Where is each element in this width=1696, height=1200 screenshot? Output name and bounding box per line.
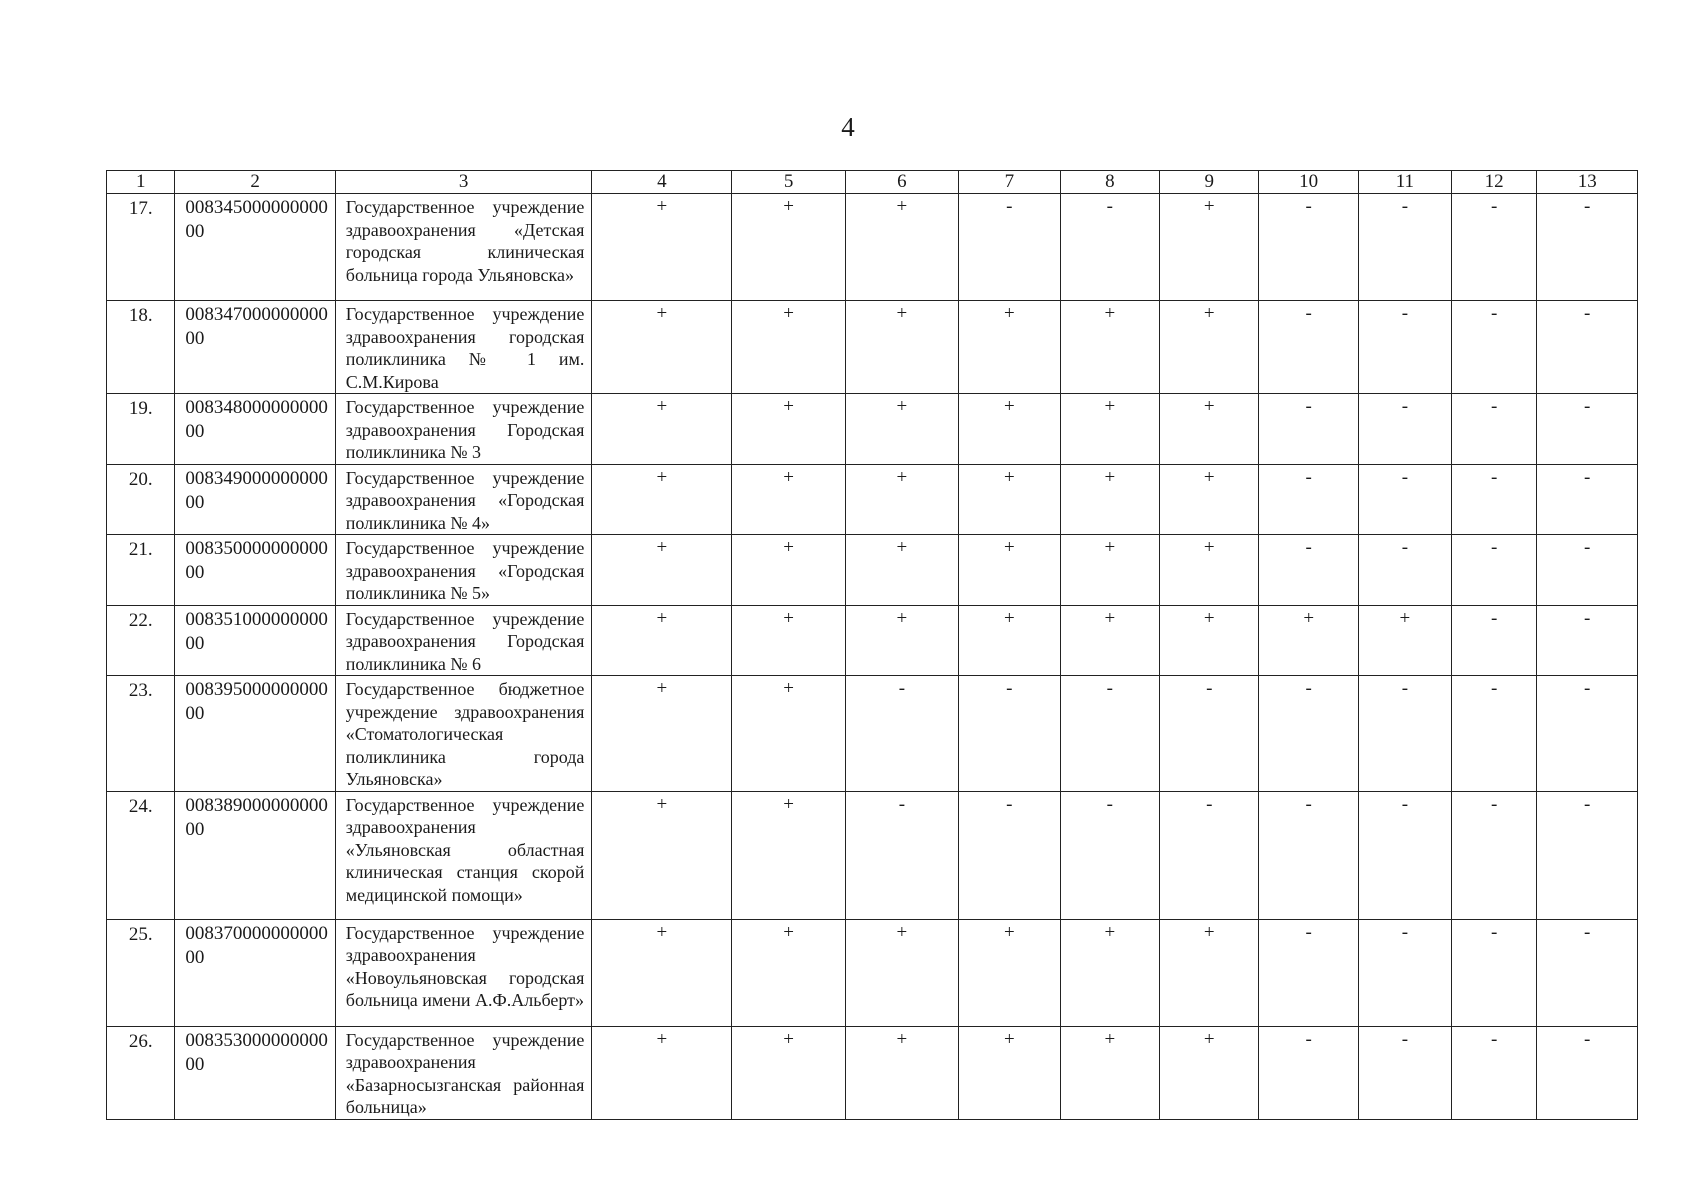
organization-name: Государственное учреждение здравоохранения «Ульяновская областная клиническая станция скорой медицинской помощи»	[335, 791, 592, 919]
column-header-9: 9	[1160, 171, 1259, 194]
mark-col-5: +	[732, 676, 845, 792]
mark-col-7: -	[959, 791, 1061, 919]
mark-col-10: -	[1259, 194, 1358, 301]
mark-col-12: -	[1451, 1026, 1537, 1119]
mark-col-12: -	[1451, 919, 1537, 1026]
row-number: 26.	[107, 1026, 175, 1119]
organization-code: 00837000000000000	[175, 919, 335, 1026]
mark-col-13: -	[1537, 464, 1638, 535]
mark-col-8: +	[1060, 605, 1159, 676]
mark-col-10: -	[1259, 919, 1358, 1026]
mark-col-4: +	[592, 301, 732, 394]
organization-name: Государственное учреждение здравоохранения Городская поликлиника № 6	[335, 605, 592, 676]
mark-col-6: +	[845, 535, 958, 606]
column-header-2: 2	[175, 171, 335, 194]
mark-col-11: -	[1358, 676, 1451, 792]
row-number: 17.	[107, 194, 175, 301]
header-row	[107, 171, 1638, 194]
mark-col-10: -	[1259, 535, 1358, 606]
mark-col-5: +	[732, 605, 845, 676]
organization-name: Государственное учреждение здравоохранения «Новоульяновская городская больница имени А.Ф.Альберт»	[335, 919, 592, 1026]
mark-col-5: +	[732, 464, 845, 535]
mark-col-4: +	[592, 605, 732, 676]
mark-col-13: -	[1537, 791, 1638, 919]
table-row	[107, 676, 1638, 792]
mark-col-8: +	[1060, 464, 1159, 535]
mark-col-8: -	[1060, 676, 1159, 792]
table-row	[107, 194, 1638, 301]
mark-col-4: +	[592, 1026, 732, 1119]
column-header-11: 11	[1358, 171, 1451, 194]
mark-col-10: -	[1259, 464, 1358, 535]
row-number: 20.	[107, 464, 175, 535]
table-row	[107, 464, 1638, 535]
mark-col-8: +	[1060, 301, 1159, 394]
mark-col-5: +	[732, 194, 845, 301]
row-number: 21.	[107, 535, 175, 606]
mark-col-11: -	[1358, 791, 1451, 919]
table-row	[107, 301, 1638, 394]
table-row	[107, 1026, 1638, 1119]
mark-col-5: +	[732, 1026, 845, 1119]
registry-table	[106, 170, 1638, 1120]
mark-col-12: -	[1451, 791, 1537, 919]
mark-col-11: -	[1358, 301, 1451, 394]
organization-name: Государственное учреждение здравоохранения «Базарносызганская районная больница»	[335, 1026, 592, 1119]
row-number: 19.	[107, 394, 175, 465]
mark-col-11: -	[1358, 464, 1451, 535]
mark-col-4: +	[592, 464, 732, 535]
organization-code: 00838900000000000	[175, 791, 335, 919]
mark-col-7: +	[959, 1026, 1061, 1119]
mark-col-12: -	[1451, 394, 1537, 465]
mark-col-6: +	[845, 301, 958, 394]
organization-name: Государственное учреждение здравоохранения городская поликлиника № 1 им. С.М.Кирова	[335, 301, 592, 394]
row-number: 23.	[107, 676, 175, 792]
mark-col-11: -	[1358, 919, 1451, 1026]
row-number: 24.	[107, 791, 175, 919]
organization-code: 00834700000000000	[175, 301, 335, 394]
mark-col-10: -	[1259, 791, 1358, 919]
organization-name: Государственное учреждение здравоохранения «Городская поликлиника № 4»	[335, 464, 592, 535]
mark-col-7: +	[959, 464, 1061, 535]
mark-col-6: +	[845, 1026, 958, 1119]
table-body	[107, 194, 1638, 1120]
mark-col-13: -	[1537, 194, 1638, 301]
organization-code: 00839500000000000	[175, 676, 335, 792]
mark-col-8: +	[1060, 535, 1159, 606]
column-header-4: 4	[592, 171, 732, 194]
mark-col-8: +	[1060, 919, 1159, 1026]
mark-col-7: +	[959, 919, 1061, 1026]
mark-col-5: +	[732, 919, 845, 1026]
mark-col-5: +	[732, 301, 845, 394]
mark-col-4: +	[592, 676, 732, 792]
mark-col-9: +	[1160, 464, 1259, 535]
organization-code: 00835100000000000	[175, 605, 335, 676]
mark-col-6: -	[845, 791, 958, 919]
table-row	[107, 791, 1638, 919]
mark-col-10: -	[1259, 676, 1358, 792]
organization-name: Государственное учреждение здравоохранения «Городская поликлиника № 5»	[335, 535, 592, 606]
mark-col-4: +	[592, 535, 732, 606]
mark-col-7: -	[959, 676, 1061, 792]
mark-col-12: -	[1451, 535, 1537, 606]
organization-name: Государственное бюджетное учреждение здравоохранения «Стоматологическая поликлиника города Ульяновска»	[335, 676, 592, 792]
mark-col-13: -	[1537, 394, 1638, 465]
mark-col-12: -	[1451, 301, 1537, 394]
mark-col-4: +	[592, 919, 732, 1026]
mark-col-12: -	[1451, 676, 1537, 792]
mark-col-8: +	[1060, 1026, 1159, 1119]
row-number: 25.	[107, 919, 175, 1026]
mark-col-11: -	[1358, 194, 1451, 301]
mark-col-7: -	[959, 194, 1061, 301]
mark-col-9: +	[1160, 605, 1259, 676]
row-number: 18.	[107, 301, 175, 394]
mark-col-12: -	[1451, 464, 1537, 535]
mark-col-8: +	[1060, 394, 1159, 465]
organization-code: 00835300000000000	[175, 1026, 335, 1119]
mark-col-8: -	[1060, 194, 1159, 301]
mark-col-9: +	[1160, 1026, 1259, 1119]
mark-col-13: -	[1537, 919, 1638, 1026]
mark-col-13: -	[1537, 301, 1638, 394]
column-header-8: 8	[1060, 171, 1159, 194]
mark-col-11: -	[1358, 535, 1451, 606]
mark-col-9: -	[1160, 676, 1259, 792]
organization-code: 00835000000000000	[175, 535, 335, 606]
organization-code: 00834500000000000	[175, 194, 335, 301]
mark-col-11: -	[1358, 394, 1451, 465]
table-row	[107, 919, 1638, 1026]
mark-col-11: -	[1358, 1026, 1451, 1119]
mark-col-9: +	[1160, 535, 1259, 606]
mark-col-12: -	[1451, 605, 1537, 676]
column-header-12: 12	[1451, 171, 1537, 194]
organization-name: Государственное учреждение здравоохранения «Детская городская клиническая больница города Ульяновска»	[335, 194, 592, 301]
column-header-3: 3	[335, 171, 592, 194]
table-row	[107, 605, 1638, 676]
mark-col-5: +	[732, 535, 845, 606]
column-header-1: 1	[107, 171, 175, 194]
mark-col-4: +	[592, 194, 732, 301]
column-header-5: 5	[732, 171, 845, 194]
mark-col-13: -	[1537, 605, 1638, 676]
mark-col-8: -	[1060, 791, 1159, 919]
mark-col-4: +	[592, 394, 732, 465]
mark-col-13: -	[1537, 676, 1638, 792]
organization-code: 00834800000000000	[175, 394, 335, 465]
row-number: 22.	[107, 605, 175, 676]
mark-col-7: +	[959, 301, 1061, 394]
mark-col-9: +	[1160, 301, 1259, 394]
mark-col-11: +	[1358, 605, 1451, 676]
mark-col-4: +	[592, 791, 732, 919]
mark-col-9: +	[1160, 194, 1259, 301]
mark-col-6: +	[845, 605, 958, 676]
organization-code: 00834900000000000	[175, 464, 335, 535]
mark-col-9: +	[1160, 394, 1259, 465]
column-header-6: 6	[845, 171, 958, 194]
mark-col-9: +	[1160, 919, 1259, 1026]
mark-col-7: +	[959, 394, 1061, 465]
mark-col-10: +	[1259, 605, 1358, 676]
table-header	[107, 171, 1638, 194]
mark-col-6: +	[845, 394, 958, 465]
mark-col-13: -	[1537, 1026, 1638, 1119]
mark-col-6: +	[845, 919, 958, 1026]
mark-col-12: -	[1451, 194, 1537, 301]
table-row	[107, 535, 1638, 606]
mark-col-6: -	[845, 676, 958, 792]
page-number: 4	[841, 112, 855, 142]
mark-col-10: -	[1259, 301, 1358, 394]
mark-col-7: +	[959, 605, 1061, 676]
mark-col-6: +	[845, 194, 958, 301]
column-header-13: 13	[1537, 171, 1638, 194]
mark-col-10: -	[1259, 1026, 1358, 1119]
organization-name: Государственное учреждение здравоохранения Городская поликлиника № 3	[335, 394, 592, 465]
mark-col-10: -	[1259, 394, 1358, 465]
table-row	[107, 394, 1638, 465]
mark-col-6: +	[845, 464, 958, 535]
column-header-7: 7	[959, 171, 1061, 194]
column-header-10: 10	[1259, 171, 1358, 194]
mark-col-7: +	[959, 535, 1061, 606]
mark-col-13: -	[1537, 535, 1638, 606]
mark-col-5: +	[732, 394, 845, 465]
mark-col-9: -	[1160, 791, 1259, 919]
mark-col-5: +	[732, 791, 845, 919]
